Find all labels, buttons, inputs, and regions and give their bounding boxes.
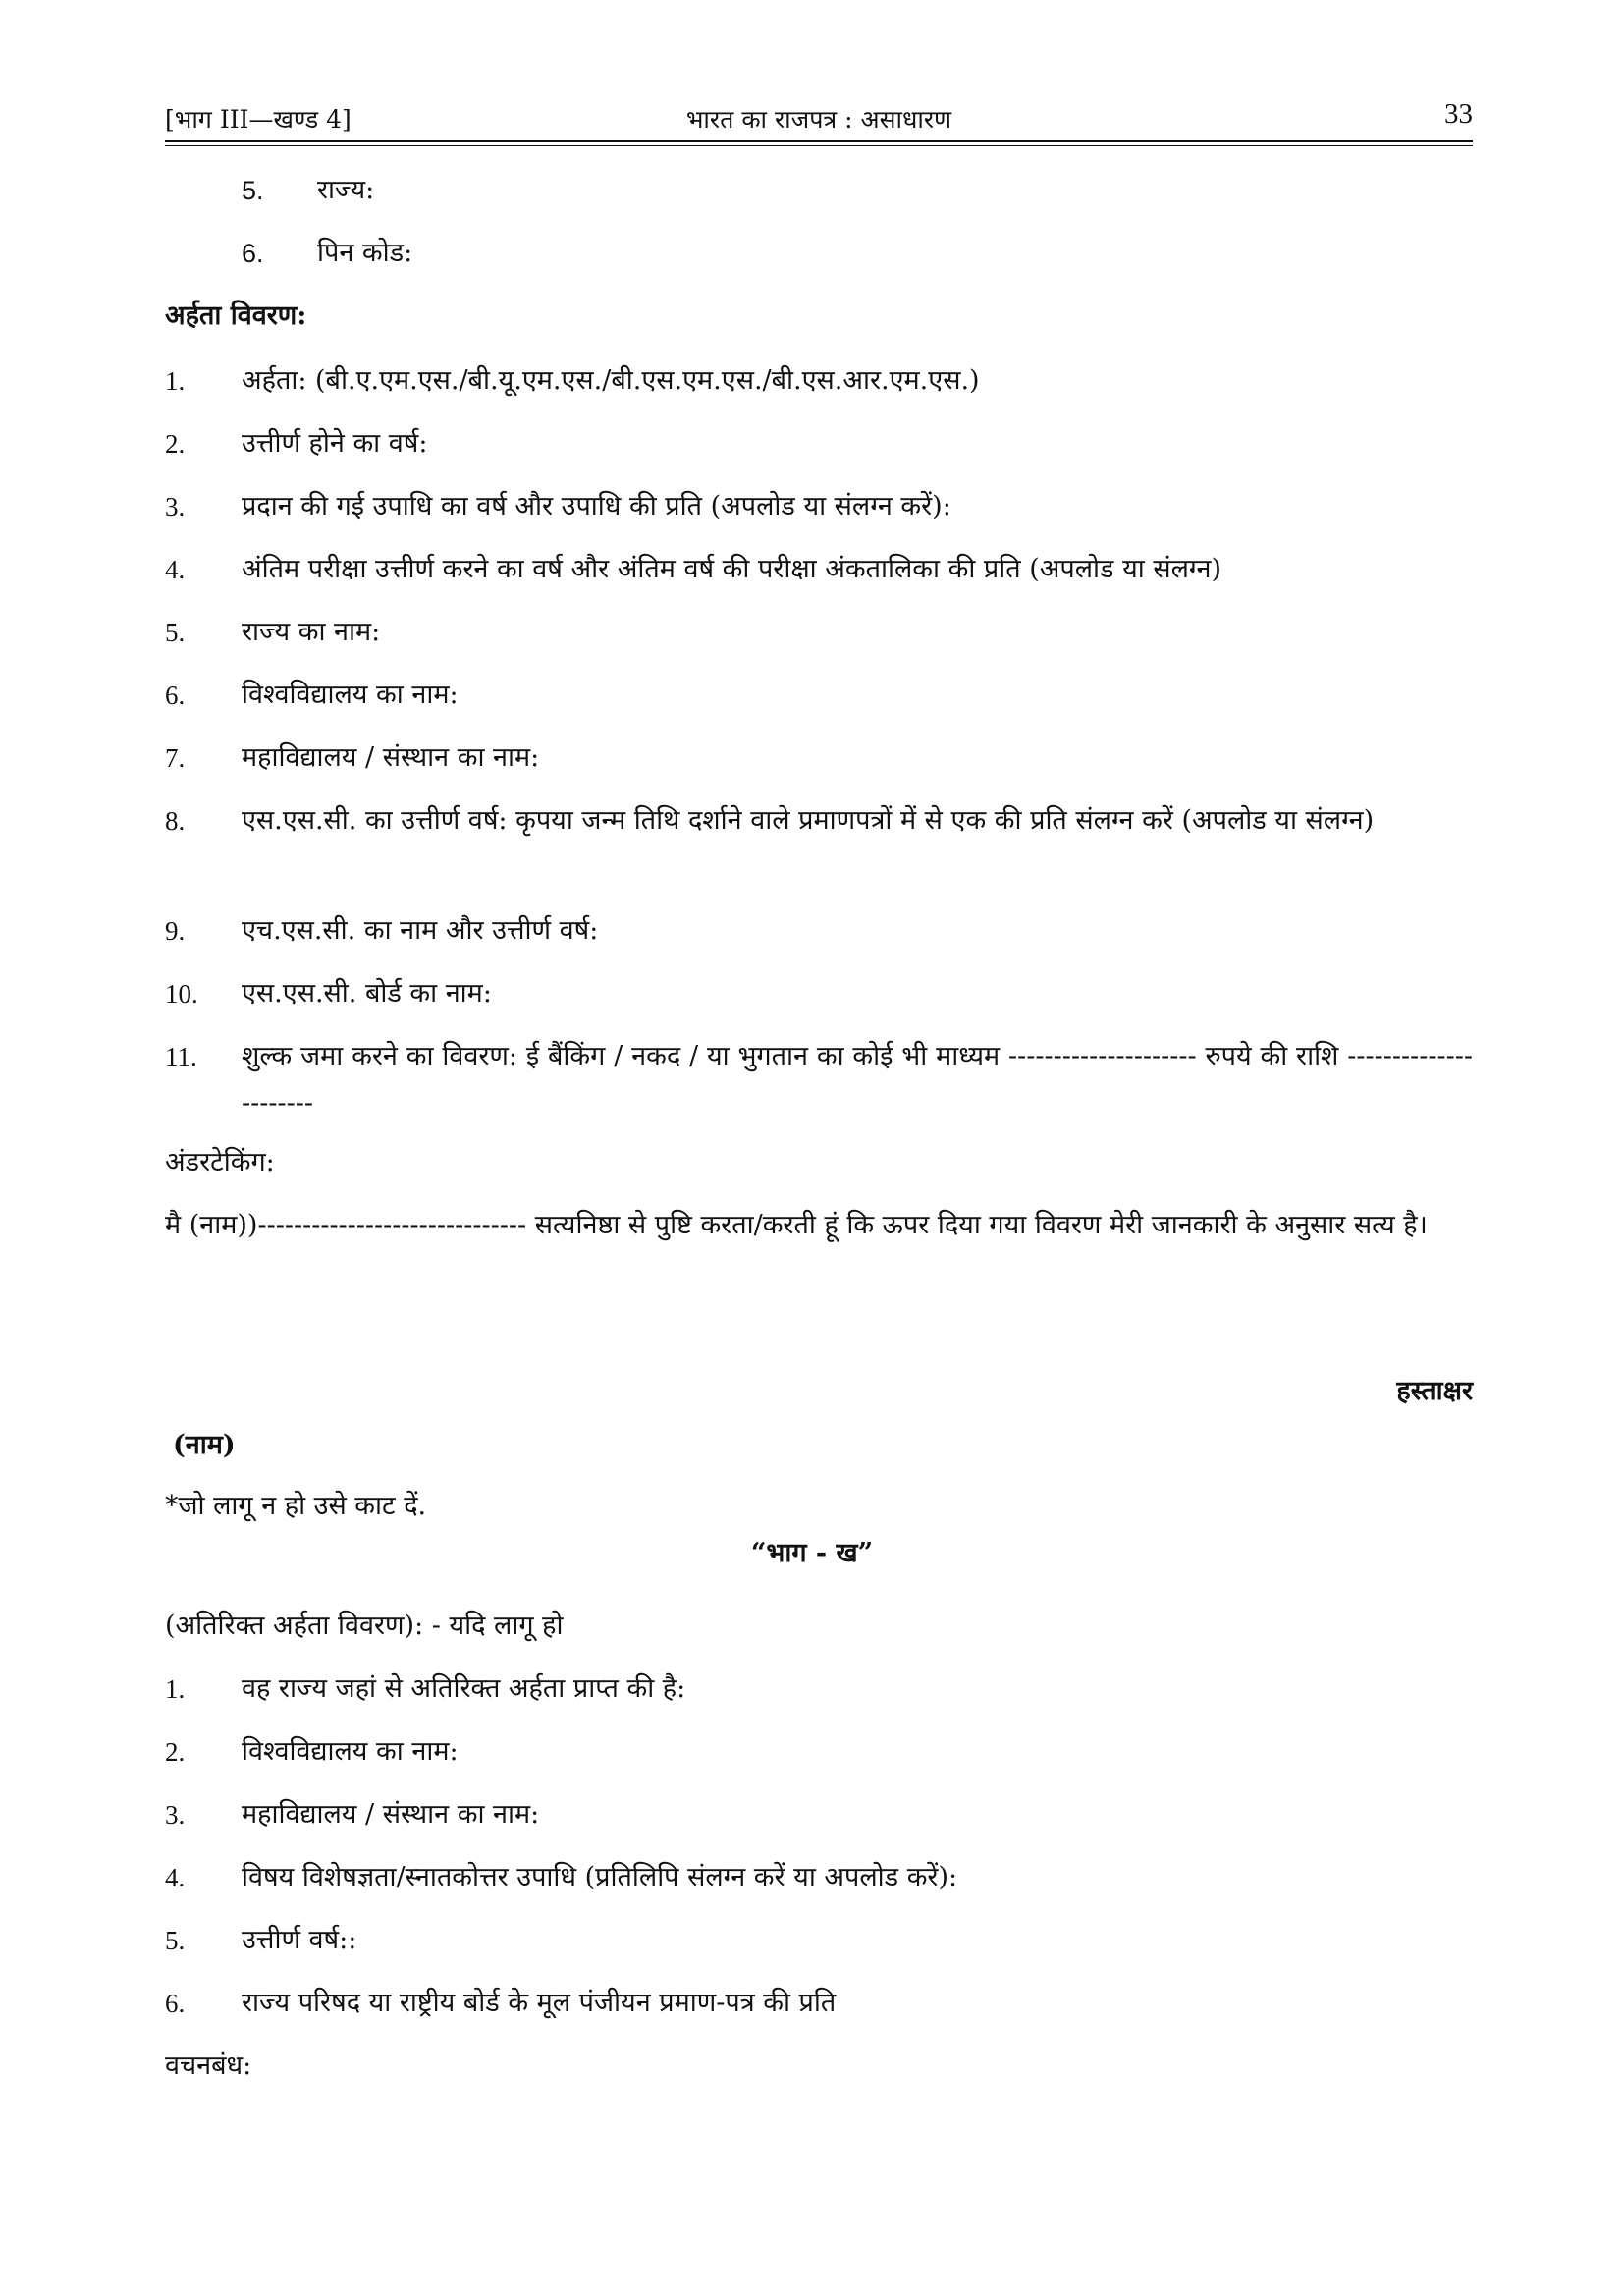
- list-number: 7.: [165, 743, 186, 773]
- list-number: 1.: [165, 366, 186, 396]
- list-number: 6.: [165, 681, 186, 710]
- list-item-text: विश्वविद्यालय का नाम:: [242, 680, 459, 710]
- list-item-text: महाविद्यालय / संस्थान का नाम:: [242, 1799, 540, 1830]
- list-item-text: एस.एस.सी. बोर्ड का नाम:: [242, 978, 492, 1009]
- list-number: 11.: [165, 1042, 197, 1071]
- list-item-text: वह राज्य जहां से अतिरिक्त अर्हता प्राप्त की है:: [242, 1673, 686, 1704]
- list-item-text: महाविद्यालय / संस्थान का नाम:: [242, 742, 540, 773]
- list-number: 4.: [165, 555, 186, 584]
- qualification-heading: अर्हता विवरण:: [165, 301, 307, 331]
- list-number: 8.: [165, 806, 186, 836]
- list-item-text: राज्य का नाम:: [242, 617, 381, 647]
- list-number: 4.: [165, 1863, 186, 1892]
- list-item-text: अर्हता: (बी.ए.एम.एस./बी.यू.एम.एस./बी.एस.एम.एस./बी.एस.आर.एम.एस.): [242, 365, 980, 396]
- list-number: 5.: [242, 176, 264, 205]
- undertaking-label: अंडरटेकिंग:: [165, 1147, 275, 1177]
- list-item-text: एस.एस.सी. का उत्तीर्ण वर्ष: कृपया जन्म तिथि दर्शाने वाले प्रमाणपत्रों में से एक की प्रति संलग्न करें (अपलोड या संलग्न): [242, 805, 1375, 836]
- list-item-text: विश्वविद्यालय का नाम:: [242, 1736, 459, 1767]
- page-number: 33: [1444, 98, 1473, 130]
- list-item-text: उत्तीर्ण होने का वर्ष:: [242, 428, 428, 459]
- list-number: 3.: [165, 1800, 186, 1830]
- list-item-text: अंतिम परीक्षा उत्तीर्ण करने का वर्ष और अंतिम वर्ष की परीक्षा अंकतालिका की प्रति (अपलोड या संलग्न): [242, 554, 1221, 584]
- name-label: (नाम): [173, 1430, 236, 1460]
- list-number: 2.: [165, 1737, 186, 1767]
- closing-label: वचनबंध:: [165, 2050, 252, 2081]
- list-number: 5.: [165, 1926, 186, 1955]
- list-item-text: पिन कोड:: [317, 238, 413, 268]
- list-number: 10.: [165, 979, 198, 1009]
- header-rule: [165, 140, 1473, 142]
- list-number: 1.: [165, 1674, 186, 1704]
- signature-label: हस्ताक्षर: [1396, 1376, 1473, 1406]
- part-b-intro: (अतिरिक्त अर्हता विवरण): - यदि लागू हो: [165, 1611, 564, 1641]
- header-title: भारत का राजपत्र : असाधारण: [685, 105, 952, 134]
- part-b-title: “भाग - ख”: [750, 1538, 874, 1568]
- list-number: 3.: [165, 492, 186, 521]
- page-header: [165, 98, 1473, 139]
- list-item-text: उत्तीर्ण वर्ष::: [242, 1925, 357, 1955]
- list-item-text: शुल्क जमा करने का विवरण: ई बैंकिंग / नकद / या भुगतान का कोई भी माध्यम --------------------- रुपये की राशि ----------------------: [242, 1041, 1473, 1119]
- list-item-text: प्रदान की गई उपाधि का वर्ष और उपाधि की प्रति (अपलोड या संलग्न करें):: [242, 491, 951, 521]
- list-item-text: विषय विशेषज्ञता/स्नातकोत्तर उपाधि (प्रतिलिपि संलग्न करें या अपलोड करें):: [242, 1862, 958, 1892]
- list-number: 5.: [165, 618, 186, 647]
- undertaking-text: मै (नाम))------------------------------ सत्यनिष्ठा से पुष्टि करता/करती हूं कि ऊपर दिया गया विवरण मेरी जानकारी के अनुसार सत्य है।: [165, 1210, 1428, 1240]
- header-section: [भाग III—खण्ड 4]: [165, 105, 352, 134]
- list-number: 6.: [165, 1989, 186, 2018]
- list-item-text: राज्य परिषद या राष्ट्रीय बोर्ड के मूल पंजीयन प्रमाण-पत्र की प्रति: [242, 1988, 837, 2018]
- list-number: 9.: [165, 916, 186, 946]
- list-item-text: राज्य:: [317, 175, 375, 205]
- list-number: 6.: [242, 239, 264, 268]
- list-number: 2.: [165, 429, 186, 459]
- header-rule-thin: [165, 145, 1473, 146]
- strike-note: *जो लागू न हो उसे काट दें.: [165, 1491, 427, 1521]
- list-item-text: एच.एस.सी. का नाम और उत्तीर्ण वर्ष:: [242, 915, 599, 946]
